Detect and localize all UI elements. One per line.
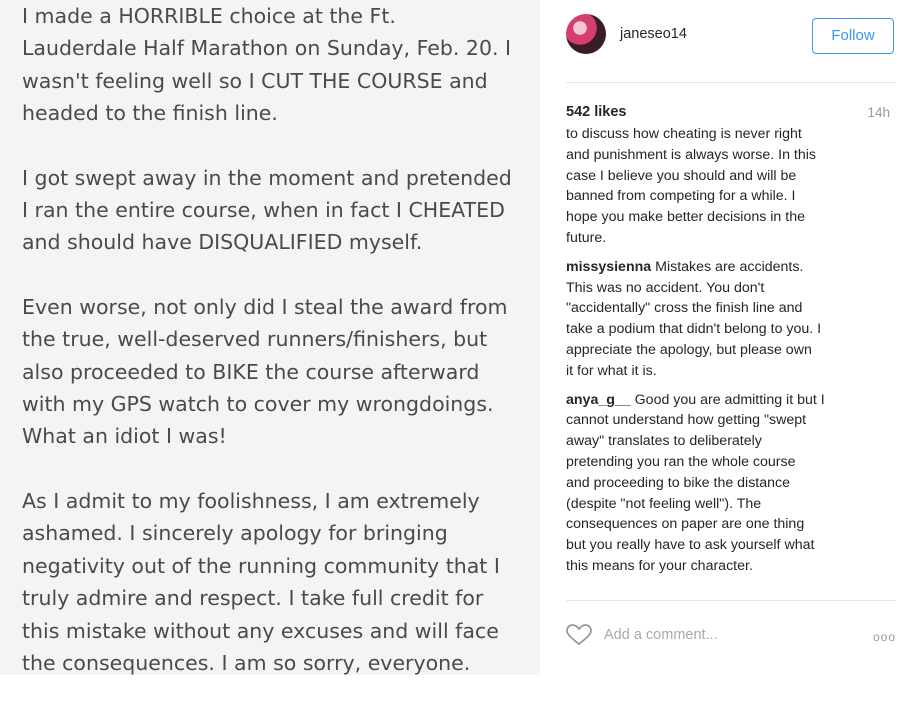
header-divider [566, 82, 896, 83]
post-timestamp: 14h [867, 105, 890, 120]
username-link[interactable]: janeseo14 [620, 26, 687, 42]
more-options-icon[interactable]: ooo [872, 630, 896, 644]
comment-list[interactable] [566, 126, 884, 591]
likes-count[interactable]: 542 likes [566, 104, 627, 120]
comment-footer [566, 610, 898, 660]
comment-item [566, 390, 884, 577]
comment-username[interactable]: anya_g__ [566, 391, 631, 408]
post-paragraph: I got swept away in the moment and pretended I ran the entire course, when in fact I CHEATED and should have DISQUALIFIED myself. [22, 165, 512, 255]
comment-panel [540, 0, 900, 675]
comment-item [566, 124, 884, 249]
post-header [566, 14, 898, 58]
follow-button[interactable]: Follow [812, 18, 894, 54]
avatar[interactable] [566, 14, 606, 54]
comment-username[interactable]: missysienna [566, 258, 652, 275]
post-paragraph: As I admit to my foolishness, I am extremely ashamed. I sincerely apology for bringing negativity out of the running community that I truly admire and respect. I take full credit for this mistake without any excuses and will face the consequences. I am so sorry, everyone. [22, 488, 500, 675]
heart-icon[interactable] [566, 624, 592, 646]
post-paragraph: Even worse, not only did I steal the award from the true, well-deserved runners/finishers, but also proceeded to BIKE the course afterward with my GPS watch to cover my wrongdoings. What an idiot I was! [22, 294, 508, 449]
comment-text: Mistakes are accidents. This was no accident. You don't "accidentally" cross the finish line and take a podium that didn't belong to you. I appreciate the apology, but please own it for what it is. [566, 258, 822, 379]
comment-item [566, 257, 884, 382]
post-paragraph: I made a HORRIBLE choice at the Ft. Lauderdale Half Marathon on Sunday, Feb. 20. I wasn't feeling well so I CUT THE COURSE and headed to the finish line. [22, 4, 512, 126]
comment-text: Good you are admitting it but I cannot understand how getting "swept away" translates to deliberately pretending you ran the whole course and proceeding to bike the distance (despite "not feeling well"). The consequences on paper are one thing but you really have to ask yourself what this means for your character. [566, 391, 825, 574]
footer-divider [566, 600, 896, 601]
post-image-text [22, 0, 532, 711]
comment-text: to discuss how cheating is never right and punishment is always worse. In this case I believe you should and will be banned from competing for a while. I hope you make better decisions in the future. [566, 126, 816, 246]
add-comment-input[interactable]: Add a comment... [604, 627, 718, 643]
